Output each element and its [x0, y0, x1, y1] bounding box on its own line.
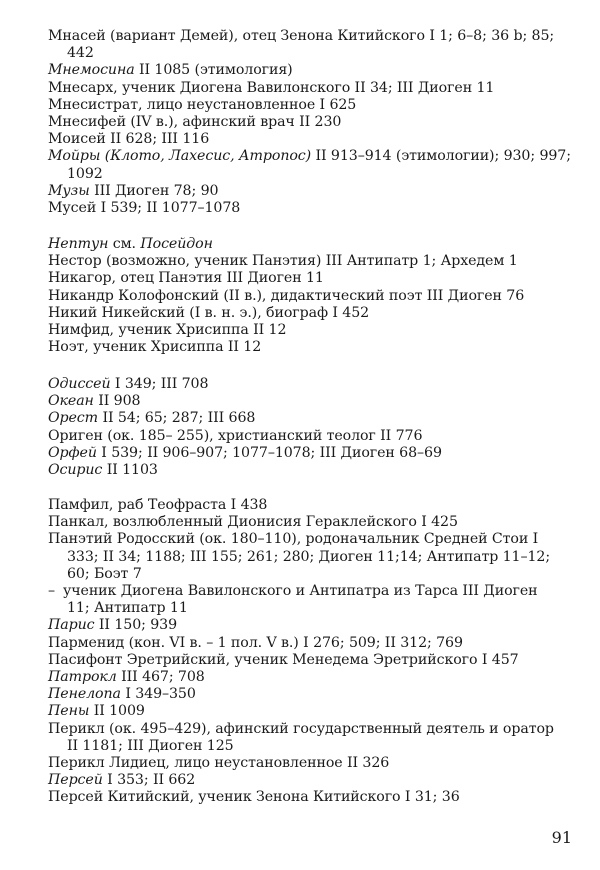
entry-text: II 908 [98, 393, 141, 410]
index-entry [48, 755, 568, 772]
index-entry-line [48, 322, 568, 339]
index-entry-line [48, 80, 568, 97]
entry-text: Перикл Лидиец, лицо неустановленное II 326 [48, 755, 390, 772]
index-entry-line [48, 789, 568, 806]
index-entry [48, 410, 568, 427]
entry-term-italic: Нептун [48, 236, 109, 252]
index-entry-line [48, 236, 568, 253]
index-entry-line [48, 410, 568, 427]
index-entry [48, 497, 568, 514]
entry-text: III 467; 708 [121, 669, 205, 686]
index-entry [48, 514, 568, 531]
index-entry [48, 131, 568, 148]
index-entry [48, 270, 568, 287]
entry-term-italic: Мнемосина [48, 62, 135, 79]
index-entry-line [48, 549, 568, 566]
entry-text: Панэтий Родосский (ок. 180–110), родоначальник Средней Стои I [48, 531, 539, 548]
entry-term-italic: Патрокл [48, 669, 117, 686]
index-entry [48, 531, 568, 583]
entry-text: 11; Антипатр 11 [67, 600, 188, 617]
index-entry [48, 114, 568, 131]
index-entry [48, 28, 568, 62]
index-section-p [48, 497, 568, 807]
index-entry-line [48, 131, 568, 148]
entry-text: Мнесифей (IV в.), афинский врач II 230 [48, 114, 342, 131]
entry-term-italic: Одиссей [48, 376, 111, 392]
index-entry-line [48, 339, 568, 356]
index-entry-line [48, 376, 568, 393]
index-entry-line [48, 270, 568, 287]
index-entry [48, 183, 568, 200]
entry-term-italic: Орест [48, 410, 99, 427]
index-entry-line [48, 393, 568, 410]
entry-text: см. [112, 236, 141, 252]
index-entry-line [48, 531, 568, 548]
entry-term-italic: Парис [48, 617, 95, 634]
entry-text: I 353; II 662 [107, 772, 196, 789]
entry-text: II 913–914 (этимологии); 930; 997; [315, 148, 571, 165]
entry-text: II 150; 939 [98, 617, 177, 634]
entry-text: II 1103 [106, 462, 158, 479]
entry-text: 60; Боэт 7 [67, 565, 142, 582]
index-entry [48, 305, 568, 322]
entry-text: Мусей I 539; II 1077–1078 [48, 200, 241, 217]
entry-text: 1092 [67, 165, 103, 182]
index-entry [48, 393, 568, 410]
entry-term-italic: Осирис [48, 462, 103, 479]
entry-text: Персей Китийский, ученик Зенона Китийского I 31; 36 [48, 789, 460, 806]
entry-text: Никий Никейский (I в. н. э.), биограф I 452 [48, 304, 370, 321]
index-entry-line [48, 445, 568, 462]
index-entry-line [48, 428, 568, 445]
index-entry [48, 97, 568, 114]
entry-text: Парменид (кон. VI в. – 1 пол. V в.) I 276; 509; II 312; 769 [48, 634, 463, 651]
index-entry [48, 617, 568, 634]
index-entry-line [48, 514, 568, 531]
index-entry-line [48, 45, 568, 62]
index-entry-line [48, 497, 568, 514]
entry-text: Пасифонт Эретрийский, ученик Менедема Эретрийского I 457 [48, 651, 519, 668]
index-entry [48, 253, 568, 270]
entry-term-italic: Персей [48, 772, 103, 789]
index-entry [48, 669, 568, 686]
entry-text: II 1009 [93, 703, 145, 720]
index-entry-line [48, 62, 568, 79]
entry-text: II 54; 65; 287; III 668 [102, 410, 256, 427]
index-entry [48, 376, 568, 393]
entry-text: I 539; II 906–907; 1077–1078; III Диоген 68–69 [101, 444, 442, 461]
entry-cross-reference: Посейдон [140, 236, 213, 252]
entry-text: Нимфид, ученик Хрисиппа II 12 [48, 322, 287, 339]
index-entry [48, 635, 568, 652]
index-entry-line [48, 721, 568, 738]
entry-text: Нестор (возможно, ученик Панэтия) III Антипатр 1; Архедем 1 [48, 253, 518, 270]
index-entry-line [48, 703, 568, 720]
entry-term-italic: Мойры (Клото, Лахесис, Атропос) [48, 148, 312, 165]
index-entry-line [48, 772, 568, 789]
index-entry-line [48, 652, 568, 669]
index-section-m [48, 28, 571, 217]
entry-text: Перикл (ок. 495–429), афинский государственный деятель и оратор [48, 720, 554, 737]
entry-text: III Диоген 78; 90 [94, 182, 219, 199]
index-entry-line [48, 253, 568, 270]
entry-text: Мнесарх, ученик Диогена Вавилонского II 34; III Диоген 11 [48, 79, 495, 96]
index-entry [48, 789, 568, 806]
index-entry-line [48, 200, 568, 217]
entry-term-italic: Пенелопа [48, 686, 121, 703]
entry-text: Ноэт, ученик Хрисиппа II 12 [48, 339, 262, 356]
index-entry [48, 703, 568, 720]
index-entry-line [48, 635, 568, 652]
entry-text: I 349; III 708 [114, 376, 209, 392]
index-entry-line [48, 183, 568, 200]
index-entry [48, 772, 568, 789]
index-entry [48, 428, 568, 445]
entry-term-italic: Орфей [48, 444, 97, 461]
entry-text: II 1181; III Диоген 125 [67, 737, 234, 754]
index-entry [48, 721, 568, 755]
entry-text: 442 [67, 45, 94, 62]
entry-text: II 1085 (этимология) [138, 62, 293, 79]
index-entry-line [48, 114, 568, 131]
index-entry-line [48, 305, 568, 322]
index-entry-line [48, 28, 568, 45]
index-entry [48, 62, 568, 79]
index-entry-line [48, 566, 568, 583]
entry-text: Никагор, отец Панэтия III Диоген 11 [48, 270, 324, 287]
entry-text: Панкал, возлюбленный Дионисия Гераклейского I 425 [48, 514, 458, 531]
index-section-n [48, 236, 568, 356]
entry-text: ученик Диогена Вавилонского и Антипатра из Тарса III Диоген [63, 583, 538, 600]
index-section-o [48, 376, 568, 479]
entry-text: I 349–350 [125, 686, 196, 703]
index-entry [48, 583, 568, 617]
index-entry [48, 445, 568, 462]
index-entry-line [48, 583, 568, 600]
entry-text: Моисей II 628; III 116 [48, 131, 210, 148]
entry-dash: – [48, 583, 55, 600]
index-entry [48, 652, 568, 669]
index-entry-line [48, 755, 568, 772]
index-entry-line [48, 166, 568, 183]
index-entry [48, 236, 568, 253]
index-entry-line [48, 462, 568, 479]
entry-text: Никандр Колофонский (II в.), дидактический поэт III Диоген 76 [48, 287, 525, 304]
index-entry [48, 462, 568, 479]
entry-term-italic: Музы [48, 182, 90, 199]
index-entry [48, 322, 568, 339]
entry-text: Ориген (ок. 185– 255), христианский теолог II 776 [48, 427, 423, 444]
index-entry-line [48, 617, 568, 634]
entry-text: Мнасей (вариант Демей), отец Зенона Китийского I 1; 6–8; 36 b; 85; [48, 28, 555, 44]
index-entry [48, 288, 568, 305]
index-entry [48, 148, 571, 182]
index-entry [48, 200, 568, 217]
entry-text: Памфил, раб Теофраста I 438 [48, 497, 268, 513]
index-entry-line [48, 738, 568, 755]
page-number: 91 [551, 828, 572, 847]
index-entry [48, 339, 568, 356]
index-entry-line [48, 97, 568, 114]
index-entry-line [48, 148, 571, 165]
index-entry-line [48, 288, 568, 305]
index-entry-line [48, 669, 568, 686]
entry-text: Мнесистрат, лицо неустановленное I 625 [48, 96, 357, 113]
index-entry [48, 80, 568, 97]
entry-text: 333; II 34; 1188; III 155; 261; 280; Диоген 11;14; Антипатр 11–12; [67, 548, 551, 565]
entry-term-italic: Пены [48, 703, 90, 720]
index-entry [48, 686, 568, 703]
index-entry-line [48, 686, 568, 703]
index-entry-line [48, 600, 568, 617]
entry-term-italic: Океан [48, 393, 94, 410]
